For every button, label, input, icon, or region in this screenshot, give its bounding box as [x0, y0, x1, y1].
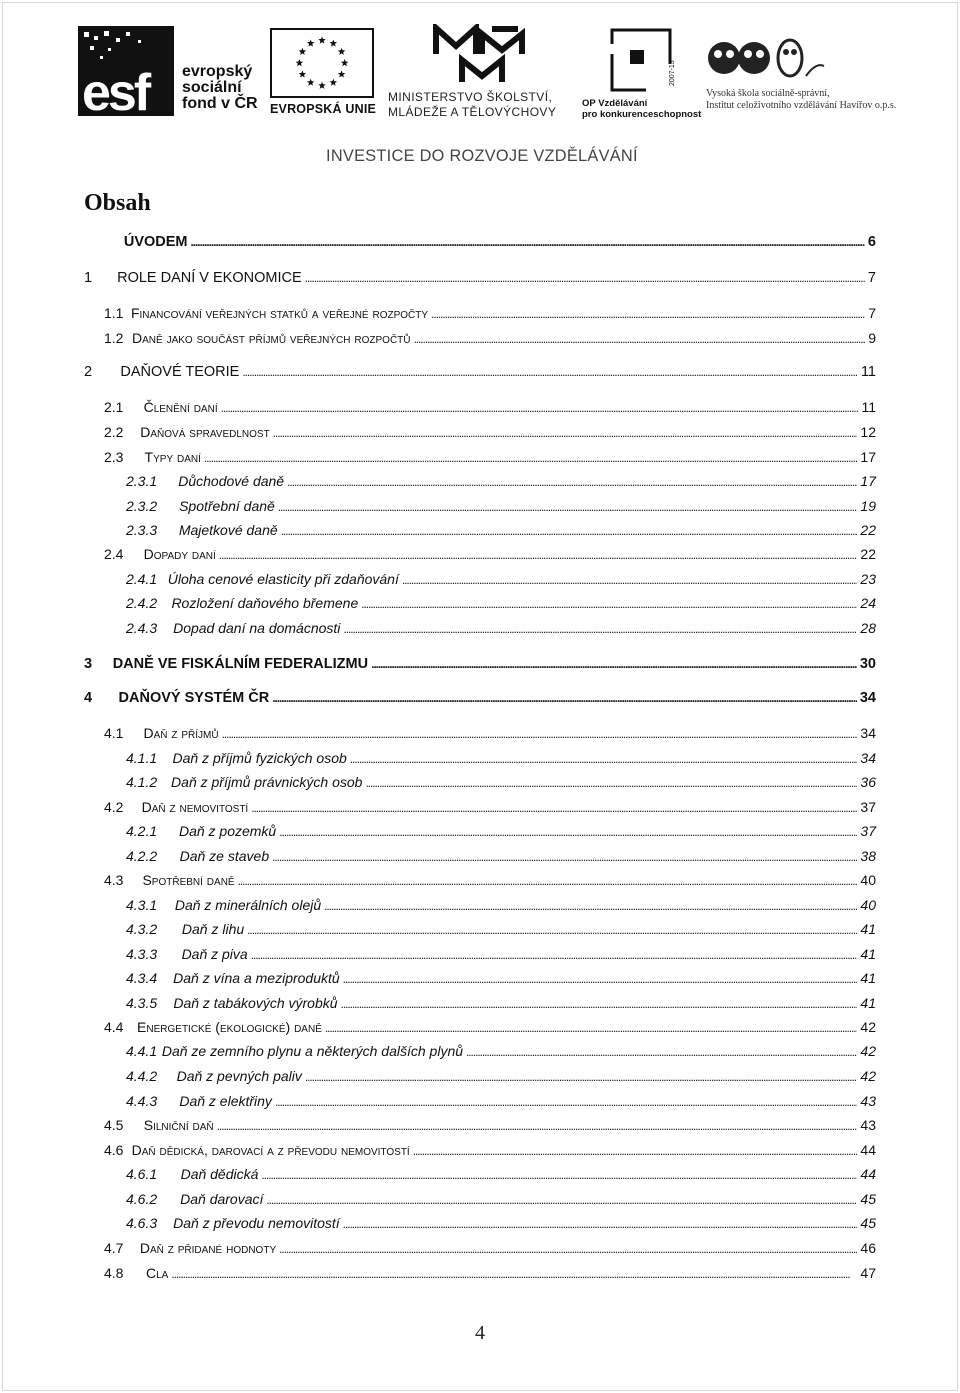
- toc-dot-leader: [279, 1240, 857, 1256]
- toc-entry-number: 4.4.2: [126, 1068, 158, 1084]
- toc-entry[interactable]: [126, 970, 876, 992]
- toc-entry-title: Daň z příjmů právnických osob: [171, 774, 363, 790]
- toc-entry-number: 4.6.1: [126, 1166, 158, 1182]
- toc-entry-page: 7: [868, 305, 876, 321]
- toc-entry-number: 4.4.1: [126, 1043, 158, 1059]
- toc-entry-title: Daň z tabákových výrobků: [173, 995, 338, 1011]
- toc-entry-title: Daň z piva: [181, 946, 248, 962]
- toc-dot-leader: [279, 823, 857, 839]
- toc-entry[interactable]: [126, 946, 876, 968]
- toc-entry-page: 17: [860, 473, 876, 489]
- toc-entry-number: 4.6.2: [126, 1191, 158, 1207]
- toc-entry[interactable]: [126, 897, 876, 919]
- toc-entry-number: 4.8: [104, 1265, 124, 1281]
- vs-line1: Vysoká škola sociálně-správní,: [706, 88, 830, 99]
- toc-entry-title: Typy daní: [144, 449, 201, 465]
- msmt-line2: MLÁDEŽE A TĚLOVÝCHOVY: [388, 105, 557, 119]
- toc-entry[interactable]: [126, 1191, 876, 1213]
- toc-dot-leader: [251, 799, 857, 815]
- toc-entry-title: Majetkové daně: [178, 522, 278, 538]
- toc-dot-leader: [281, 522, 858, 538]
- toc-entry-page: 9: [868, 330, 876, 346]
- toc-entry-page: 23: [860, 571, 876, 587]
- toc-dot-leader: [431, 305, 865, 321]
- toc-dot-leader: [272, 848, 857, 864]
- toc-dot-leader: [261, 1166, 857, 1182]
- toc-entry-page: 42: [860, 1043, 876, 1059]
- toc-entry-number: 4.3.4: [126, 970, 158, 986]
- toc-entry-title: Dopad daní na domácnosti: [173, 620, 341, 636]
- toc-entry-number: 2.4.3: [126, 620, 158, 636]
- toc-entry-page: 43: [860, 1093, 876, 1109]
- toc-dot-leader: [343, 970, 858, 986]
- esf-logo: [78, 26, 263, 116]
- toc-entry-title: DANĚ VE FISKÁLNÍM FEDERALIZMU: [112, 656, 369, 672]
- toc-entry-page: 24: [860, 595, 876, 611]
- toc-entry-title: Daň z nemovitostí: [141, 799, 249, 815]
- toc-dot-leader: [238, 872, 858, 888]
- toc-entry[interactable]: [104, 1117, 876, 1139]
- toc-dot-leader: [361, 595, 857, 611]
- eu-star-icon: [330, 79, 338, 86]
- toc-entry-number: 4.6: [104, 1142, 124, 1158]
- toc-entry-page: 40: [860, 897, 876, 913]
- toc-dot-leader: [275, 1093, 857, 1109]
- toc-entry-page: 41: [860, 995, 876, 1011]
- msmt-logo: [388, 24, 576, 119]
- toc-entry-title: ROLE DANÍ V EKONOMICE: [117, 270, 302, 286]
- toc-dot-leader: [242, 364, 858, 380]
- toc-entry-title: Daň dědická: [180, 1166, 259, 1182]
- eu-star-icon: [307, 39, 315, 46]
- toc-entry[interactable]: [126, 571, 876, 593]
- toc-dot-leader: [287, 473, 857, 489]
- toc-entry-number: 4.3.2: [126, 921, 158, 937]
- toc-entry-page: 43: [860, 1117, 876, 1133]
- toc-entry-number: 2.4.2: [126, 595, 158, 611]
- toc-entry-number: 4.4: [104, 1019, 124, 1035]
- toc-entry-page: 17: [860, 449, 876, 465]
- toc-entry-title: Daň z přidané hodnoty: [139, 1240, 277, 1256]
- toc-entry-number: 4.2: [104, 799, 124, 815]
- toc-entry-number: 2.3.3: [126, 522, 158, 538]
- toc-entry-title: Daň darovací: [180, 1191, 264, 1207]
- toc-entry-title: Rozložení daňového břemene: [171, 595, 359, 611]
- toc-entry-number: 4.6.3: [126, 1215, 158, 1231]
- toc-entry-number: 2: [84, 364, 93, 380]
- toc-entry-title: Daň z příjmů fyzických osob: [172, 750, 347, 766]
- esf-mark-icon: [78, 26, 174, 116]
- toc-entry[interactable]: [104, 1142, 876, 1164]
- toc-entry-title: Daň z pozemků: [178, 823, 277, 839]
- toc-entry[interactable]: [104, 305, 876, 327]
- toc-entry[interactable]: [126, 921, 876, 943]
- toc-entry[interactable]: [84, 270, 876, 292]
- toc-entry-title: Daň ze zemního plynu a některých dalších plynů: [161, 1043, 464, 1059]
- toc-entry-page: 46: [860, 1240, 876, 1256]
- vs-line2: Institut celoživotního vzdělávání Havířov o.p.s.: [706, 100, 897, 111]
- toc-entry-number: 4.7: [104, 1240, 124, 1256]
- esf-line3: fond v ČR: [182, 95, 258, 112]
- msmt-mark-icon: [432, 24, 532, 84]
- toc-entry-number: 4.2.1: [126, 823, 158, 839]
- toc-entry[interactable]: [104, 725, 876, 747]
- toc-entry-title: Silniční daň: [143, 1117, 214, 1133]
- toc-entry-title: Daň z vína a meziproduktů: [173, 970, 340, 986]
- op-logo: [582, 24, 704, 120]
- toc-dot-leader: [414, 330, 866, 346]
- toc-entry-page: 11: [860, 364, 876, 380]
- toc-entry[interactable]: [104, 1019, 876, 1041]
- eu-star-icon: [299, 48, 307, 55]
- toc-entry-title: Daně jako součást příjmů veřejných rozpočtů: [132, 330, 411, 346]
- header-logos: [0, 0, 960, 175]
- toc-entry-page: 44: [860, 1166, 876, 1182]
- eu-star-icon: [338, 70, 346, 77]
- toc-entry-page: 6: [867, 234, 876, 250]
- toc-entry[interactable]: [126, 1093, 876, 1115]
- toc-entry-number: 4.1.1: [126, 750, 158, 766]
- toc-entry-page: 22: [860, 522, 876, 538]
- toc-dot-leader: [278, 498, 858, 514]
- esf-line2: sociální: [182, 79, 242, 96]
- toc-entry[interactable]: [126, 848, 876, 870]
- toc-entry[interactable]: [126, 750, 876, 772]
- toc-title: Obsah: [84, 190, 151, 216]
- toc-entry-page: 30: [859, 656, 876, 672]
- toc-entry[interactable]: [104, 399, 876, 421]
- toc-dot-leader: [219, 546, 858, 562]
- toc-entry-page: 40: [860, 872, 876, 888]
- toc-dot-leader: [413, 1142, 858, 1158]
- toc-entry-number: 2.3: [104, 449, 124, 465]
- eu-label: EVROPSKÁ UNIE: [270, 102, 377, 116]
- toc-entry-title: ÚVODEM: [123, 234, 188, 250]
- owl-mark-icon: [706, 32, 826, 84]
- toc-entry-title: Daň ze staveb: [179, 848, 270, 864]
- toc-entry-page: 44: [860, 1142, 876, 1158]
- toc-entry[interactable]: [126, 1166, 876, 1188]
- toc-entry-page: 47: [860, 1265, 876, 1281]
- toc-dot-leader: [325, 1019, 858, 1035]
- toc-entry-page: 12: [860, 424, 876, 440]
- toc-entry[interactable]: [104, 449, 876, 471]
- toc-entry[interactable]: [126, 995, 876, 1017]
- toc-entry[interactable]: [126, 1215, 876, 1237]
- toc-entry-page: 34: [860, 725, 876, 741]
- toc-entry-number: 4.1.2: [126, 774, 158, 790]
- toc-entry[interactable]: [126, 473, 876, 495]
- op-years: 2007-13: [669, 60, 676, 86]
- toc-dot-leader: [204, 449, 858, 465]
- esf-mark-text: esf: [82, 64, 149, 116]
- toc-dot-leader: [365, 774, 857, 790]
- toc-entry-title: Cla: [146, 1265, 169, 1281]
- toc-entry[interactable]: [104, 546, 876, 568]
- toc-entry[interactable]: [126, 823, 876, 845]
- toc-entry[interactable]: [104, 1240, 876, 1262]
- toc-dot-leader: [341, 995, 858, 1011]
- toc-dot-leader: [371, 656, 857, 672]
- eu-star-icon: [341, 59, 349, 66]
- toc-entry-title: Daň z lihu: [181, 921, 245, 937]
- toc-entry-page: 37: [860, 823, 876, 839]
- toc-dot-leader: [466, 1043, 857, 1059]
- toc-entry-title: Financování veřejných statků a veřejné rozpočty: [130, 305, 429, 321]
- toc-entry-title: Daň z pevných paliv: [176, 1068, 302, 1084]
- toc-entry-title: Daňová spravedlnost: [140, 424, 270, 440]
- toc-entry-title: Daň z příjmů: [143, 725, 219, 741]
- toc-entry-page: 11: [861, 399, 876, 415]
- toc-dot-leader: [343, 620, 857, 636]
- toc-entry-number: 2.3.1: [126, 473, 158, 489]
- toc-entry[interactable]: [126, 498, 876, 520]
- toc-dot-leader: [343, 1215, 858, 1231]
- eu-star-icon: [318, 82, 326, 89]
- toc-entry-title: Spotřební daně: [142, 872, 235, 888]
- eu-logo: [270, 28, 382, 116]
- toc-dot-leader: [305, 1068, 858, 1084]
- toc-entry[interactable]: [126, 522, 876, 544]
- toc-entry-number: 2.4.1: [126, 571, 158, 587]
- toc-entry-number: 2.3.2: [126, 498, 158, 514]
- toc-entry-number: 1: [84, 270, 93, 286]
- toc-entry-page: 45: [860, 1215, 876, 1231]
- toc-entry[interactable]: [84, 234, 876, 256]
- toc-entry-title: DAŇOVÉ TEORIE: [120, 364, 240, 380]
- toc-entry[interactable]: [126, 774, 876, 796]
- toc-entry-page: 34: [859, 690, 876, 706]
- toc-entry-number: 2.4: [104, 546, 124, 562]
- toc-entry-page: 45: [860, 1191, 876, 1207]
- toc-entry-page: 22: [860, 546, 876, 562]
- toc-dot-leader: [305, 270, 865, 286]
- page-number: 4: [475, 1322, 485, 1344]
- toc-entry-page: 19: [860, 498, 876, 514]
- toc-dot-leader: [217, 1117, 858, 1133]
- toc-entry[interactable]: [84, 364, 876, 386]
- toc-dot-leader: [272, 690, 857, 706]
- toc-entry-number: 4.3.1: [126, 897, 158, 913]
- toc-dot-leader: [171, 1265, 857, 1281]
- toc-entry-title: Energetické (ekologické) daně: [137, 1019, 322, 1035]
- toc-entry-number: 4.3.5: [126, 995, 158, 1011]
- toc-dot-leader: [247, 921, 857, 937]
- vs-logo: [706, 32, 912, 112]
- toc-dot-leader: [402, 571, 858, 587]
- toc-entry-number: 4.3: [104, 872, 124, 888]
- toc-entry-title: Daň z převodu nemovitostí: [173, 1215, 340, 1231]
- eu-star-icon: [307, 79, 315, 86]
- slogan: INVESTICE DO ROZVOJE VZDĚLÁVÁNÍ: [326, 146, 638, 165]
- eu-star-icon: [338, 48, 346, 55]
- toc-entry[interactable]: [126, 1043, 876, 1065]
- toc-entry[interactable]: [84, 690, 876, 712]
- toc-entry-number: 1.2: [104, 330, 124, 346]
- toc-entry-page: 41: [860, 970, 876, 986]
- msmt-line1: MINISTERSTVO ŠKOLSTVÍ,: [388, 90, 553, 104]
- toc-entry[interactable]: [84, 656, 876, 678]
- toc-entry-title: Úloha cenové elasticity při zdaňování: [167, 571, 399, 587]
- eu-star-icon: [318, 36, 326, 43]
- toc-entry[interactable]: [126, 620, 876, 642]
- toc-entry[interactable]: [104, 424, 876, 446]
- toc-entry[interactable]: [104, 1265, 876, 1287]
- toc-entry-number: 4.1: [104, 725, 124, 741]
- toc-entry[interactable]: [126, 1068, 876, 1090]
- op-line1: OP Vzdělávání: [582, 98, 648, 109]
- toc-entry-title: DAŇOVÝ SYSTÉM ČR: [118, 690, 270, 706]
- toc-dot-leader: [273, 424, 858, 440]
- toc-entry-number: 2.2: [104, 424, 124, 440]
- eu-star-icon: [330, 39, 338, 46]
- op-line2: pro konkurenceschopnost: [582, 109, 702, 120]
- toc-entry-page: 34: [860, 750, 876, 766]
- toc-entry-number: 4.4.3: [126, 1093, 158, 1109]
- toc-entry-number: 4.3.3: [126, 946, 158, 962]
- eu-flag-icon: [270, 28, 374, 98]
- toc-entry[interactable]: [104, 872, 876, 894]
- toc-entry-page: 42: [860, 1068, 876, 1084]
- toc-entry-page: 36: [860, 774, 876, 790]
- toc-entry-page: 28: [860, 620, 876, 636]
- toc-entry-page: 37: [860, 799, 876, 815]
- toc-dot-leader: [350, 750, 858, 766]
- toc-dot-leader: [251, 946, 858, 962]
- toc-entry-title: Členění daní: [143, 399, 218, 415]
- toc-dot-leader: [266, 1191, 857, 1207]
- toc-entry-title: Daň dědická, darovací a z převodu nemovitostí: [131, 1142, 410, 1158]
- toc-entry-number: 4.5: [104, 1117, 124, 1133]
- op-mark-icon: [606, 24, 684, 94]
- toc-entry-page: 7: [867, 270, 876, 286]
- toc-dot-leader: [324, 897, 857, 913]
- toc-entry-title: Dopady daní: [143, 546, 216, 562]
- toc-entry-title: Daň z elektřiny: [179, 1093, 272, 1109]
- toc-entry-number: 4.2.2: [126, 848, 158, 864]
- eu-star-icon: [299, 70, 307, 77]
- toc-dot-leader: [222, 725, 858, 741]
- toc-entry-title: Daň z minerálních olejů: [174, 897, 322, 913]
- toc-entry-number: 3: [84, 656, 93, 672]
- toc-dot-leader: [221, 399, 859, 415]
- toc-entry-number: 1.1: [104, 305, 124, 321]
- toc-dot-leader: [191, 234, 865, 250]
- toc-entry[interactable]: [126, 595, 876, 617]
- toc-entry-page: 38: [860, 848, 876, 864]
- toc-entry[interactable]: [104, 330, 876, 352]
- toc-entry[interactable]: [104, 799, 876, 821]
- toc-entry-number: 2.1: [104, 399, 124, 415]
- toc-entry-title: Důchodové daně: [178, 473, 285, 489]
- toc-entry-title: Spotřební daně: [179, 498, 275, 514]
- toc-entry-page: 41: [860, 946, 876, 962]
- esf-line1: evropský: [182, 63, 253, 80]
- eu-star-icon: [296, 59, 304, 66]
- toc-entry-page: 42: [860, 1019, 876, 1035]
- toc-entry-number: 4: [84, 690, 93, 706]
- toc-entry-page: 41: [860, 921, 876, 937]
